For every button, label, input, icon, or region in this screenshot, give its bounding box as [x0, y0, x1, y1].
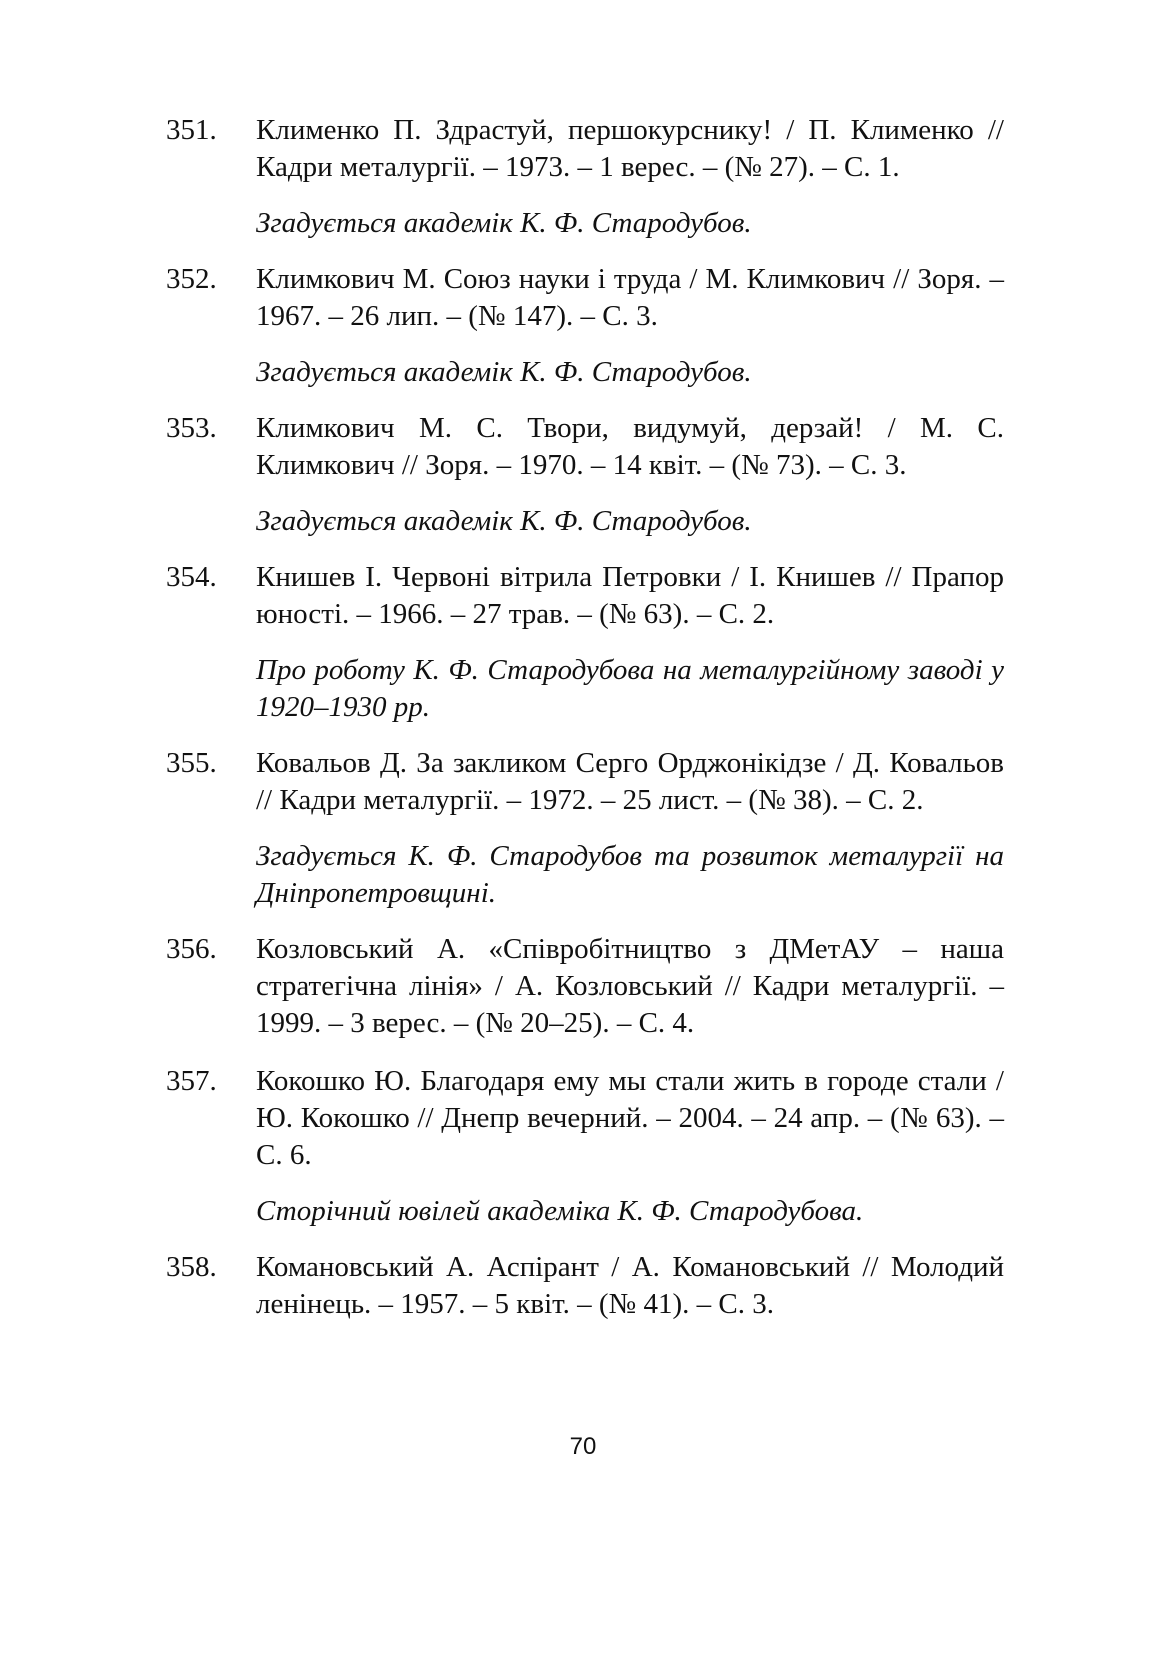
entry-number: 355. — [166, 747, 217, 779]
entry-annotation: Згадується академік К. Ф. Стародубов. — [256, 505, 752, 537]
bibliography-entry-358 — [166, 1249, 1004, 1323]
bibliography-entry-352 — [166, 261, 1004, 335]
entry-annotation: Згадується академік К. Ф. Стародубов. — [256, 356, 752, 388]
entry-text — [216, 261, 1004, 335]
entry-text — [216, 745, 1004, 819]
entry-citation: Ковальов Д. За закликом Серго Орджонікідзе / Д. Ковальов // Кадри металургії. – 1972. – 25 лист. – (№ 38). – С. 2. — [256, 747, 1004, 816]
entry-citation: Книшев І. Червоні вітрила Петровки / І. Книшев // Прапор юності. – 1966. – 27 трав. – (№ 63). – С. 2. — [256, 561, 1004, 630]
bibliography-list — [166, 112, 1004, 1344]
bibliography-entry-353 — [166, 410, 1004, 484]
entry-text — [216, 931, 1004, 1042]
entry-number: 353. — [166, 412, 217, 444]
entry-text — [216, 1063, 1004, 1174]
bibliography-entry-354 — [166, 559, 1004, 633]
entry-number: 358. — [166, 1251, 217, 1283]
entry-number: 354. — [166, 561, 217, 593]
entry-number: 357. — [166, 1065, 217, 1097]
entry-annotation: Про роботу К. Ф. Стародубова на металургійному заводі у 1920–1930 рр. — [256, 654, 1004, 723]
entry-citation: Комановський А. Аспірант / А. Комановський // Молодий ленінець. – 1957. – 5 квіт. – (№ 41). – С. 3. — [256, 1251, 1004, 1320]
entry-text — [216, 1249, 1004, 1323]
entry-number: 356. — [166, 933, 217, 965]
entry-annotation: Сторічний ювілей академіка К. Ф. Стародубова. — [256, 1195, 864, 1227]
entry-citation: Климкович М. С. Твори, видумуй, дерзай! / М. С. Климкович // Зоря. – 1970. – 14 квіт. – (№ 73). – С. 3. — [256, 412, 1004, 481]
page-number: 70 — [569, 1433, 597, 1460]
bibliography-entry-357 — [166, 1063, 1004, 1174]
entry-citation: Клименко П. Здрастуй, першокурснику! / П. Клименко // Кадри металургії. – 1973. – 1 верес. – (№ 27). – С. 1. — [256, 114, 1004, 183]
bibliography-entry-355 — [166, 745, 1004, 819]
entry-annotation: Згадується К. Ф. Стародубов та розвиток металургії на Дніпропетровщині. — [256, 840, 1004, 909]
entry-citation: Кокошко Ю. Благодаря ему мы стали жить в городе стали / Ю. Кокошко // Днепр вечерний. – 2004. – 24 апр. – (№ 63). – С. 6. — [256, 1065, 1004, 1171]
entry-number: 351. — [166, 114, 217, 146]
entry-text — [216, 559, 1004, 633]
entry-citation: Козловський А. «Співробітництво з ДМетАУ – наша стратегічна лінія» / А. Козловський // Кадри металургії. – 1999. – 3 верес. – (№ 20–25). – С. 4. — [256, 933, 1004, 1039]
bibliography-entry-351 — [166, 112, 1004, 186]
bibliography-entry-356 — [166, 931, 1004, 1042]
entry-annotation: Згадується академік К. Ф. Стародубов. — [256, 207, 752, 239]
entry-text — [216, 112, 1004, 186]
entry-number: 352. — [166, 263, 217, 295]
entry-citation: Климкович М. Союз науки і труда / М. Климкович // Зоря. – 1967. – 26 лип. – (№ 147). – С. 3. — [256, 263, 1004, 332]
entry-text — [216, 410, 1004, 484]
